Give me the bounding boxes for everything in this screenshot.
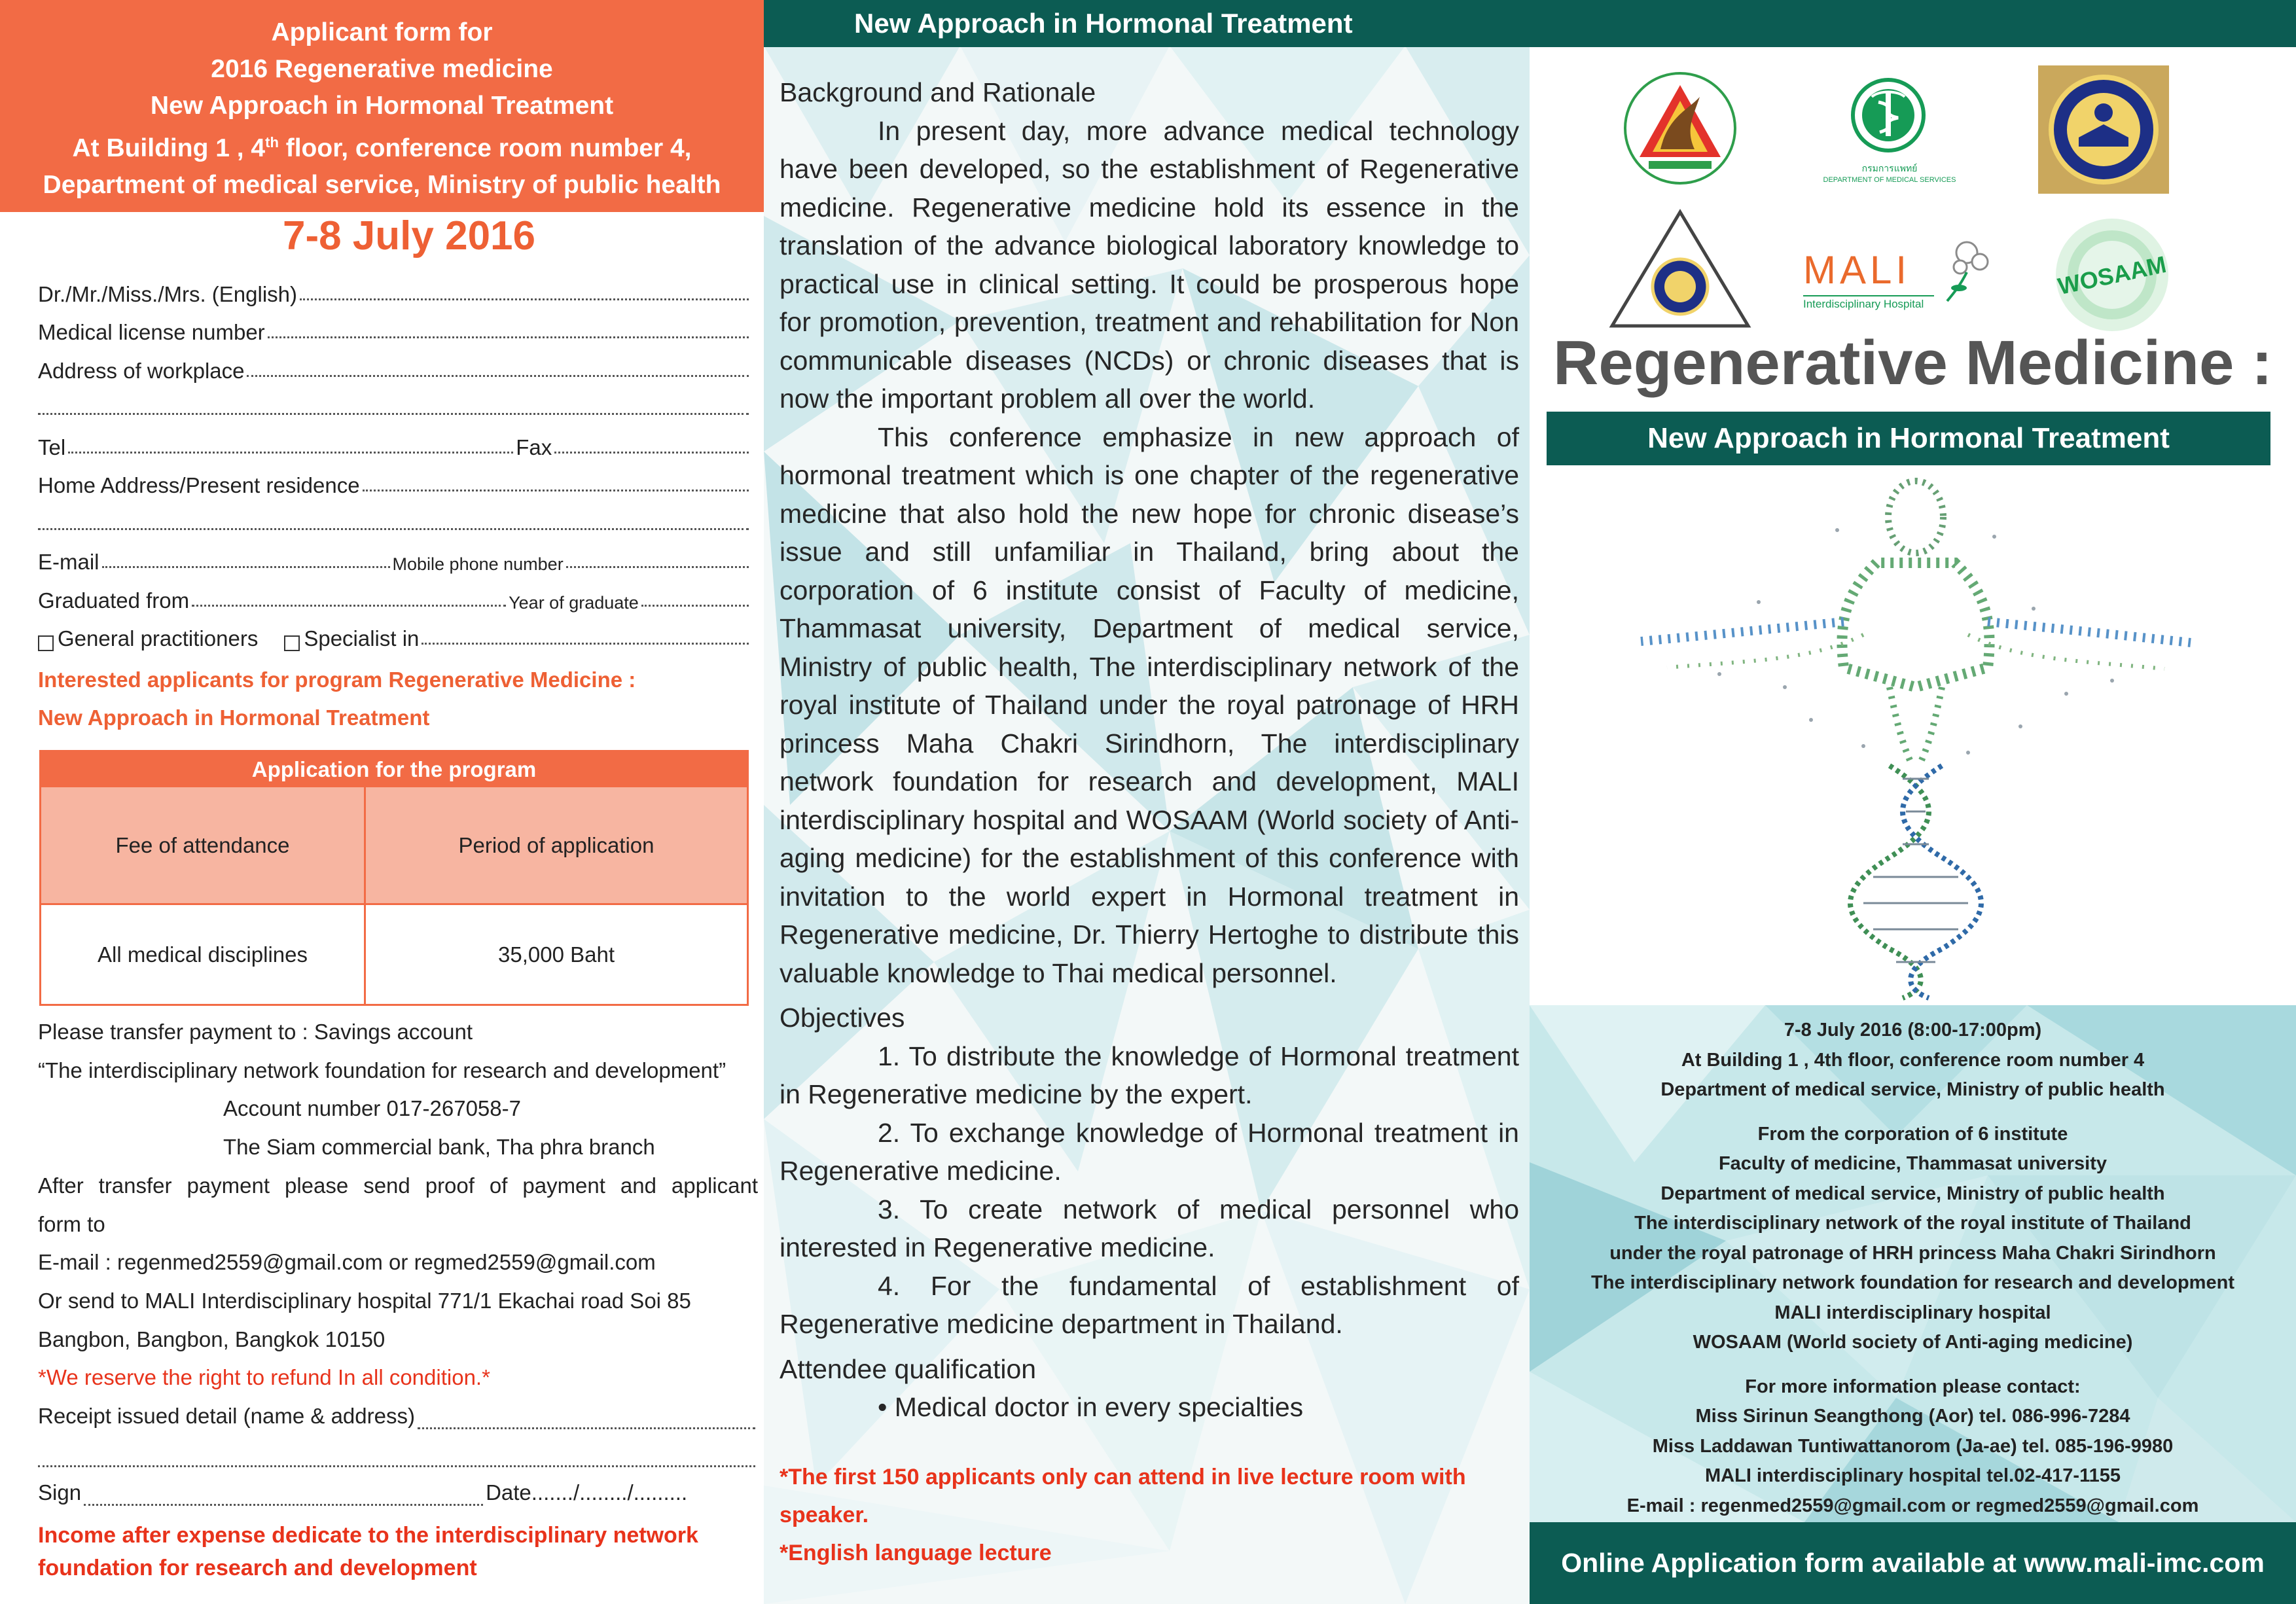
program-fee-table [39, 750, 749, 1006]
cover-subtitle: New Approach in Hormonal Treatment [1547, 412, 2270, 465]
fax-label: Fax [516, 435, 552, 459]
graduated-input-line[interactable] [192, 605, 506, 607]
name-input-line[interactable] [300, 298, 749, 300]
tel-label: Tel [38, 435, 66, 459]
mali-logo-sub: Interdisciplinary Hospital [1803, 295, 1934, 311]
applicant-form-header [0, 0, 764, 212]
objectives-list [780, 1037, 1519, 1344]
contact-line: For more information please contact: [1745, 1376, 2081, 1397]
moph-caption-en: DEPARTMENT OF MEDICAL SERVICES [1823, 176, 1956, 184]
note-line: *English language lecture [780, 1541, 1052, 1565]
payment-line: Or send to MALI Interdisciplinary hospital 771/1 Ekachai road Soi 85 [38, 1288, 691, 1313]
program-table-header-row [41, 787, 747, 905]
receipt-label: Receipt issued detail (name & address) [38, 1404, 415, 1429]
table-cell: All medical disciplines [98, 942, 308, 967]
objective-item: 1. To distribute the knowledge of Hormonal treatment in Regenerative medicine by the expert. [780, 1041, 1519, 1109]
payment-info [38, 1013, 758, 1512]
moph-caption-th: กรมการแพทย์ [1861, 163, 1918, 173]
note-line: *The first 150 applicants only can attend in live lecture room with speaker. [780, 1465, 1466, 1527]
sign-label: Sign [38, 1480, 82, 1505]
cover-top-band [1530, 0, 2296, 47]
workplace-field-cont[interactable] [38, 383, 751, 422]
background-paragraph: This conference emphasize in new approach of hormonal treatment which is one chapter of the regenerative medicine that also hold the new hope for chronic disease’s issue and still unfamiliar in Thailand, bring about the corporation of 6 institute consist of Faculty of medicine, Thammasat university, Department of medical service, Ministry of public health, The interdisciplinary network of the royal institute of Thailand under the royal patronage of HRH princess Maha Chakri Sirindhorn, The interdisciplinary network foundation for research and development, MALI interdisciplinary hospital and WOSAAM (World society of Anti-aging medicine) for the establishment of this conference with invitation to the world expert in Hormonal treatment in Regenerative medicine, Dr. Thierry Hertoghe to distribute this valuable knowledge to Thai medical personnel. [780, 421, 1519, 988]
grad-year-input-line[interactable] [641, 605, 749, 607]
payment-line: “The interdisciplinary network foundation for research and development” [38, 1058, 726, 1082]
contact-email[interactable]: E-mail : regenmed2559@gmail.com or regmed2559@gmail.com [1626, 1495, 2199, 1516]
receipt-field[interactable] [38, 1397, 758, 1436]
program-table-title: Application for the program [41, 752, 747, 787]
event-info-text [1530, 1016, 2296, 1521]
payment-line: After transfer payment please send proof of payment and applicant [38, 1173, 758, 1198]
corp-line: Faculty of medicine, Thammasat university [1718, 1153, 2108, 1174]
header-line [0, 124, 764, 167]
header-line: Applicant form for [271, 18, 493, 46]
income-notice: Income after expense dedicate to the interdisciplinary network foundation for research and development [38, 1523, 698, 1580]
email-label: E-mail [38, 550, 99, 574]
receipt-field-cont[interactable] [38, 1436, 758, 1474]
mali-logo [1803, 247, 1960, 326]
mobile-input-line[interactable] [566, 566, 749, 568]
header-line4-post: floor, conference room number 4, [278, 134, 692, 162]
header-line4-sup: th [265, 134, 279, 151]
workplace-field[interactable] [38, 345, 751, 383]
interest-line: Interested applicants for program Regenerative Medicine : [38, 668, 636, 692]
graduated-field[interactable] [38, 575, 751, 613]
bank-name: The Siam commercial bank, Tha phra branch [223, 1135, 655, 1160]
objective-item: 3. To create network of medical personnel who interested in Regenerative medicine. [780, 1194, 1519, 1262]
sign-date-field[interactable] [38, 1474, 758, 1512]
cover-title: Regenerative Medicine : [1552, 328, 2273, 398]
workplace-input-line-2[interactable] [38, 413, 749, 415]
license-field[interactable] [38, 307, 751, 346]
tel-fax-field[interactable] [38, 421, 751, 460]
corp-line: The interdisciplinary network of the royal institute of Thailand [1634, 1213, 2191, 1234]
cover-panel [1530, 0, 2296, 1604]
contact-line: Miss Sirinun Seangthong (Aor) tel. 086-996-7284 [1695, 1406, 2130, 1427]
grad-year-label: Year of graduate [509, 592, 639, 613]
corp-line: MALI interdisciplinary hospital [1774, 1302, 2051, 1323]
header-line: 2016 Regenerative medicine [211, 55, 553, 83]
fax-input-line[interactable] [554, 452, 749, 454]
sign-input-line[interactable] [84, 1504, 483, 1506]
event-date: 7-8 July 2016 [282, 213, 536, 258]
header-line: New Approach in Hormonal Treatment [150, 92, 614, 120]
email-mobile-field[interactable] [38, 537, 751, 575]
moph-caption [1818, 162, 1962, 186]
table-header-cell: Fee of attendance [115, 832, 290, 857]
refund-notice: *We reserve the right to refund In all condition.* [38, 1365, 490, 1390]
wosaam-logo-text: WOSAAM [2055, 250, 2169, 300]
corp-line: WOSAAM (World society of Anti-aging medicine) [1693, 1332, 2133, 1353]
header-line4-pre: At Building 1 , 4 [72, 134, 266, 162]
applicant-form-panel [0, 0, 764, 1604]
table-cell: 35,000 Baht [364, 905, 747, 1004]
objective-item: 2. To exchange knowledge of Hormonal treatment in Regenerative medicine. [780, 1117, 1519, 1186]
corp-line: Department of medical service, Ministry of public health [1660, 1183, 2165, 1204]
objective-item: 4. For the fundamental of establishment of Regenerative medicine department in Thailand. [780, 1270, 1519, 1339]
event-info-block [1530, 1005, 2296, 1522]
info-line: At Building 1 , 4th floor, conference room number 4 [1681, 1049, 2145, 1071]
royal-institute-emblem-icon [2038, 65, 2169, 194]
home-address-field[interactable] [38, 460, 751, 499]
mobile-label: Mobile phone number [392, 554, 564, 574]
info-line: Department of medical service, Ministry of public health [1660, 1079, 2165, 1100]
gp-checkbox[interactable] [38, 635, 54, 651]
license-label: Medical license number [38, 320, 265, 344]
applicant-form [38, 268, 751, 651]
home-address-input-line-2[interactable] [38, 528, 749, 530]
middle-header: New Approach in Hormonal Treatment [764, 0, 1530, 47]
interest-line: New Approach in Hormonal Treatment [38, 705, 430, 730]
home-address-input-line[interactable] [363, 490, 749, 491]
interest-heading [38, 661, 758, 737]
receipt-input-line-2[interactable] [38, 1465, 755, 1467]
specialist-input-line[interactable] [422, 643, 749, 645]
payment-line: form to [38, 1211, 105, 1236]
email-input-line[interactable] [102, 566, 390, 568]
license-input-line[interactable] [268, 336, 749, 338]
attendee-title: Attendee qualification [780, 1353, 1037, 1384]
home-address-field-cont[interactable] [38, 498, 751, 537]
payment-line: Please transfer payment to : Savings account [38, 1020, 473, 1044]
middle-notes [780, 1458, 1513, 1572]
objectives-title: Objectives [780, 1003, 905, 1033]
home-address-label: Home Address/Present residence [38, 473, 360, 497]
background-paragraph: In present day, more advance medical technology have been developed, so the establishment of Regenerative medicine. Regenerative medicine hold its essence in the translation of the advance biological laboratory knowledge to practical use in clinical setting. It could be prosperous hope for promotion, prevention, treatment and rehabilitation for Non communicable diseases (NCDs) or chronic diseases that is now the important problem all over the world. [780, 115, 1519, 414]
jasmine-flower-icon [1941, 233, 2000, 305]
workplace-input-line[interactable] [247, 375, 749, 377]
tel-input-line[interactable] [68, 452, 513, 454]
corp-line: From the corporation of 6 institute [1757, 1123, 2068, 1145]
corp-line: under the royal patronage of HRH princess Maha Chakri Sirindhorn [1609, 1242, 2216, 1264]
table-row [41, 905, 747, 1004]
specialist-checkbox[interactable] [284, 635, 300, 651]
practice-type-field [38, 613, 751, 652]
gp-label: General practitioners [58, 626, 259, 651]
attendee-item: • Medical doctor in every specialties [878, 1392, 1304, 1422]
moph-emblem-icon [1839, 77, 1937, 162]
mali-logo-text: MALI [1803, 248, 1911, 292]
payment-line: Bangbon, Bangbon, Bangkok 10150 [38, 1327, 386, 1351]
info-line: 7-8 July 2016 (8:00-17:00pm) [1784, 1020, 2042, 1041]
specialist-label: Specialist in [304, 626, 420, 651]
background-title: Background and Rationale [780, 77, 1096, 107]
payment-email[interactable]: E-mail : regenmed2559@gmail.com or regmed2559@gmail.com [38, 1250, 656, 1275]
name-label: Dr./Mr./Miss./Mrs. (English) [38, 281, 298, 306]
account-number: Account number 017-267058-7 [223, 1096, 521, 1121]
corp-line: The interdisciplinary network foundation for research and development [1591, 1272, 2234, 1293]
background-text [780, 73, 1519, 1427]
table-header-cell: Period of application [364, 787, 747, 903]
name-field[interactable] [38, 268, 751, 307]
online-application-banner[interactable]: Online Application form available at www.mali-imc.com [1530, 1522, 2296, 1604]
contact-line: MALI interdisciplinary hospital tel.02-417-1155 [1705, 1465, 2121, 1486]
network-triangle-emblem-icon [1608, 208, 1752, 330]
graduated-label: Graduated from [38, 588, 190, 613]
dna-human-figure-illustration [1615, 471, 2217, 1001]
contact-line: Miss Laddawan Tuntiwattanorom (Ja-ae) tel. 085-196-9980 [1652, 1435, 2174, 1457]
workplace-label: Address of workplace [38, 358, 245, 383]
thammasat-emblem-icon [1623, 71, 1738, 186]
header-line: Department of medical service, Ministry of public health [43, 171, 721, 199]
background-panel [764, 0, 1530, 1604]
date-label: Date......./......../......... [486, 1480, 688, 1505]
receipt-input-line[interactable] [418, 1427, 755, 1429]
